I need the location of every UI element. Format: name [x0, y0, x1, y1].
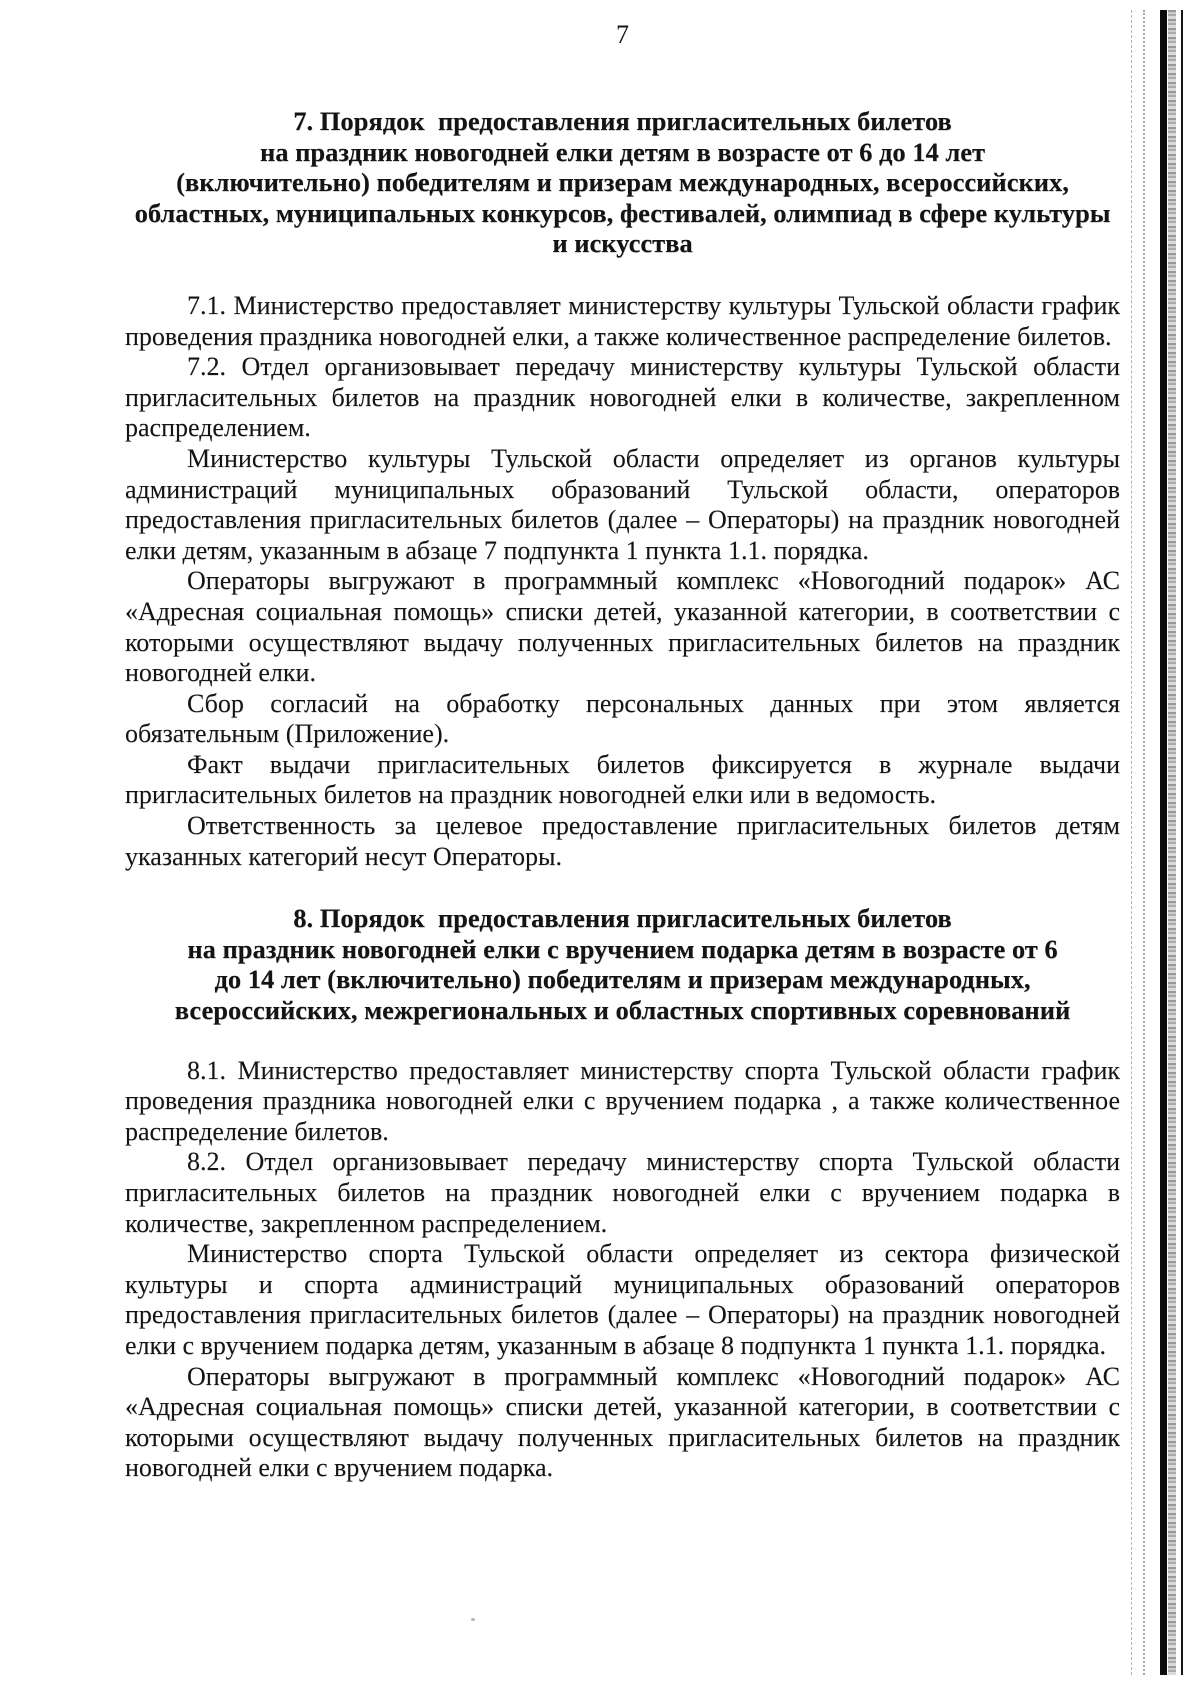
paragraph-7-operators-definition: Министерство культуры Тульской области определяет из органов культуры администраций муниципальных образований Тульской области, операторов предоставления пригласительных билетов (далее – Операторы) на праздник новогодней елки детям, указанным в абзаце 7 подпункта 1 пункта 1.1. порядка.	[125, 443, 1120, 565]
section-7-heading-line: на праздник новогодней елки детям в возрасте от 6 до 14 лет	[259, 136, 986, 167]
section-7-heading-line: (включительно) победителям и призерам международных, всероссийских,	[176, 167, 1069, 198]
paragraph-7-consent: Сбор согласий на обработку персональных данных при этом является обязательным (Приложение).	[125, 688, 1120, 749]
section-7-heading-line: 7. Порядок предоставления пригласительных билетов	[293, 106, 952, 136]
paragraph-8-1: 8.1. Министерство предоставляет министерству спорта Тульской области график проведения праздника новогодней елки с вручением подарка , а также количественное распределение билетов.	[125, 1055, 1120, 1146]
section-7-heading-line: и искусства	[552, 228, 693, 259]
section-8-heading-line: до 14 лет (включительно) победителям и призерам международных,	[214, 964, 1031, 995]
section-7-heading-line: областных, муниципальных конкурсов, фестивалей, олимпиад в сфере культуры	[134, 197, 1111, 228]
section-8-heading-line: 8. Порядок предоставления пригласительных билетов	[293, 903, 952, 934]
paragraph-8-operators-upload: Операторы выгружают в программный комплекс «Новогодний подарок» АС «Адресная социальная помощь» списки детей, указанной категории, в соответствии с которыми осуществляют выдачу полученных пригласительных билетов на праздник новогодней елки с вручением подарка.	[125, 1361, 1120, 1483]
scan-artifact-thick-black-line	[1160, 10, 1167, 1675]
paragraph-8-operators-definition: Министерство спорта Тульской области определяет из сектора физической культуры и спорта администраций муниципальных образований операторов предоставления пригласительных билетов (далее – Операторы) на праздник новогодней елки с вручением подарка детям, указанным в абзаце 8 подпункта 1 пункта 1.1. порядка.	[125, 1239, 1120, 1360]
section-7-heading	[125, 106, 1120, 259]
paragraph-7-journal: Факт выдачи пригласительных билетов фиксируется в журнале выдачи пригласительных билетов на праздник новогодней елки или в ведомость.	[125, 749, 1120, 810]
scan-artifact-thin-black-line	[1181, 10, 1183, 1675]
scan-artifact-dotted-line	[1143, 10, 1145, 1675]
scan-artifact-gray-band	[1168, 10, 1176, 1675]
paragraph-7-2: 7.2. Отдел организовывает передачу министерству культуры Тульской области пригласительных билетов на праздник новогодней елки в количестве, закрепленном распределением.	[125, 352, 1120, 443]
paragraph-7-1: 7.1. Министерство предоставляет министерству культуры Тульской области график проведения праздника новогодней елки, а также количественное распределение билетов.	[125, 290, 1120, 351]
page-number: 7	[616, 20, 629, 49]
paragraph-8-2: 8.2. Отдел организовывает передачу министерству спорта Тульской области пригласительных билетов на праздник новогодней елки с вручением подарка в количестве, закрепленном распределением.	[125, 1147, 1120, 1238]
document-content	[125, 0, 1120, 1484]
paragraph-7-responsibility: Ответственность за целевое предоставление пригласительных билетов детям указанных категорий несут Операторы.	[125, 811, 1120, 871]
scan-artifact-dashed-line	[1131, 10, 1132, 1675]
section-8-heading	[125, 903, 1120, 1025]
section-8-heading-line: всероссийских, межрегиональных и областных спортивных соревнований	[174, 995, 1071, 1026]
scan-artifact-speck	[471, 1618, 475, 1621]
paragraph-7-operators-upload: Операторы выгружают в программный комплекс «Новогодний подарок» АС «Адресная социальная помощь» списки детей, указанной категории, в соответствии с которыми осуществляют выдачу полученных пригласительных билетов на праздник новогодней елки.	[125, 566, 1120, 688]
section-8-heading-line: на праздник новогодней елки с вручением подарка детям в возрасте от 6	[187, 933, 1058, 964]
